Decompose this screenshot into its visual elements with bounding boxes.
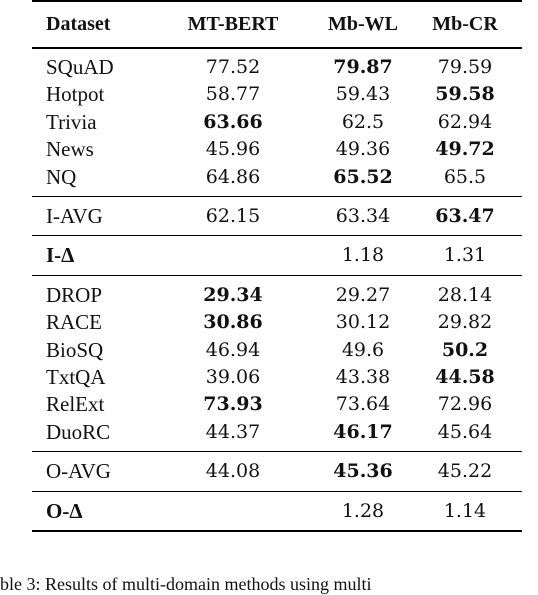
header-mb-cr: Mb-CR: [432, 13, 498, 35]
bottom-rule: [32, 530, 522, 532]
cell-value: 30.12: [335, 311, 391, 334]
cell-value: 59.58: [435, 83, 495, 106]
row-label: SQuAD: [46, 55, 114, 79]
row-label: RelExt: [46, 392, 105, 417]
row-label: BioSQ: [46, 337, 104, 362]
section-rule: [32, 235, 522, 236]
table-caption: ble 3: Results of multi-domain methods using multi: [0, 574, 372, 594]
cell-value: 63.66: [203, 110, 263, 133]
cell-value: 79.87: [333, 56, 393, 78]
cell-value: 43.38: [335, 366, 391, 388]
cell-value: 1.28: [341, 499, 385, 522]
cell-value: 45.36: [333, 460, 393, 483]
section-rule: [32, 451, 522, 452]
row-label: RACE: [46, 310, 103, 335]
cell-value: 65.52: [333, 165, 393, 188]
cell-value: 49.72: [435, 138, 495, 161]
cell-value: 77.52: [205, 56, 261, 78]
cell-value: 64.86: [205, 165, 261, 188]
cell-value: 45.22: [437, 460, 493, 483]
row-label: TxtQA: [46, 365, 106, 389]
section-rule: [32, 275, 522, 276]
row-label: Trivia: [46, 109, 97, 134]
cell-value: 1.14: [443, 499, 487, 522]
row-label: Hotpot: [46, 82, 105, 107]
section-rule: [32, 491, 522, 492]
cell-value: 44.08: [205, 460, 261, 483]
row-label: DROP: [46, 282, 103, 307]
cell-value: 49.6: [341, 338, 385, 361]
cell-value: 63.34: [335, 205, 391, 227]
cell-value: 29.82: [437, 311, 493, 334]
cell-value: 46.17: [333, 420, 393, 443]
cell-value: 1.31: [443, 244, 487, 267]
header-mt-bert: MT-BERT: [187, 13, 279, 35]
row-label: I-Δ: [46, 243, 75, 268]
cell-value: 45.64: [437, 420, 493, 443]
cell-value: 46.94: [205, 338, 261, 361]
top-rule: [32, 0, 522, 2]
cell-value: 63.47: [435, 205, 495, 227]
row-label: NQ: [46, 164, 77, 189]
cell-value: 28.14: [437, 283, 493, 306]
cell-value: 59.43: [335, 83, 391, 106]
cell-value: 50.2: [441, 338, 489, 361]
section-rule: [32, 196, 522, 197]
cell-value: 72.96: [437, 393, 493, 416]
cell-value: 1.18: [341, 244, 385, 267]
row-label: DuoRC: [46, 419, 111, 444]
cell-value: 79.59: [437, 56, 493, 78]
cell-value: 44.58: [435, 366, 495, 388]
cell-value: 62.94: [437, 110, 493, 133]
row-label: O-Δ: [46, 498, 83, 523]
cell-value: 58.77: [205, 83, 261, 106]
row-label: O-AVG: [46, 459, 111, 484]
row-label: News: [46, 137, 94, 162]
cell-value: 29.34: [203, 283, 263, 306]
cell-value: 39.06: [205, 366, 261, 388]
cell-value: 44.37: [205, 420, 261, 443]
cell-value: 73.64: [335, 393, 391, 416]
cell-value: 73.93: [203, 393, 263, 416]
header-rule: [32, 47, 522, 49]
cell-value: 45.96: [205, 138, 261, 161]
cell-value: 62.15: [205, 205, 261, 227]
cell-value: 49.36: [335, 138, 391, 161]
row-label: I-AVG: [46, 204, 103, 228]
cell-value: 30.86: [203, 311, 263, 334]
header-dataset: Dataset: [46, 13, 111, 35]
cell-value: 62.5: [341, 110, 385, 133]
header-mb-wl: Mb-WL: [328, 13, 398, 35]
cell-value: 29.27: [335, 283, 391, 306]
cell-value: 65.5: [443, 165, 487, 188]
